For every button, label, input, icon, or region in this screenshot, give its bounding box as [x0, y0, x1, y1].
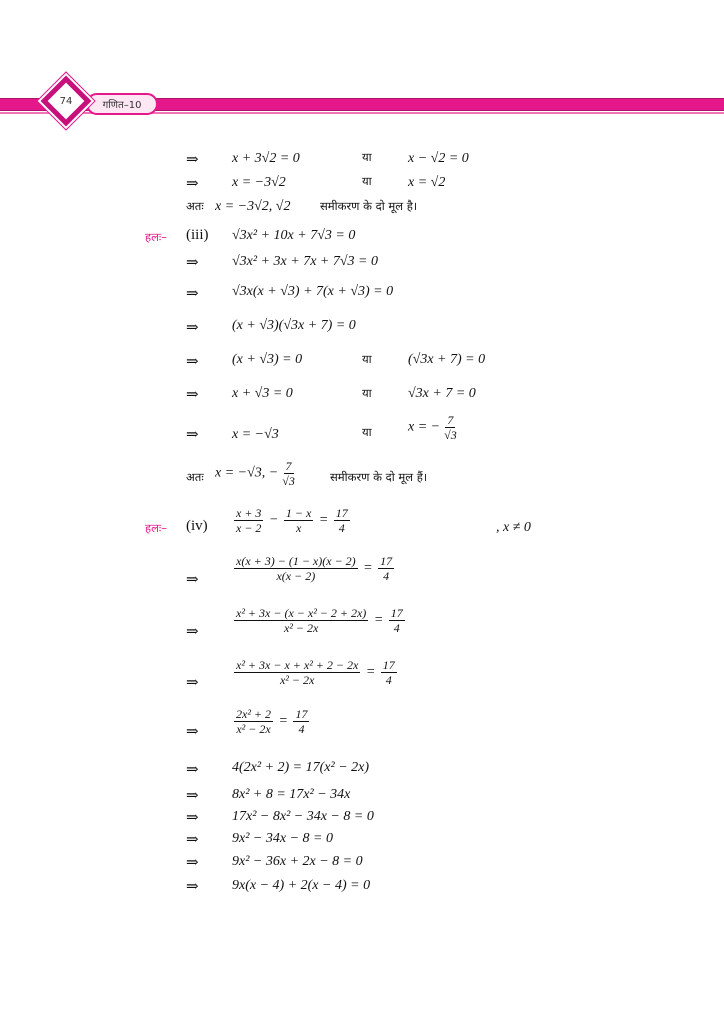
- fraction: [284, 507, 313, 534]
- denominator: x − 2: [236, 521, 262, 535]
- denominator: x² − 2x: [283, 621, 319, 635]
- fraction: [234, 607, 368, 634]
- numerator: 17: [390, 606, 403, 620]
- solution-label: हलः–: [145, 230, 167, 244]
- roots-statement: समीकरण के दो मूल हैं।: [330, 470, 428, 484]
- denominator: 4: [298, 722, 305, 736]
- implies-arrow: ⇒: [186, 832, 199, 848]
- fraction: [389, 607, 405, 634]
- fraction-equation: [232, 659, 399, 686]
- fraction: [234, 555, 358, 582]
- word-ya: या: [362, 425, 372, 439]
- denominator: √3: [444, 428, 457, 442]
- equation-line: (x + √3) = 0: [232, 352, 303, 367]
- word-ata: अतः: [186, 470, 204, 484]
- equation-line: x − √2 = 0: [408, 151, 469, 166]
- operator: −: [268, 512, 279, 528]
- fraction: [293, 708, 309, 735]
- denominator: 4: [383, 569, 390, 583]
- implies-arrow: ⇒: [186, 176, 199, 192]
- denominator: x: [295, 521, 302, 535]
- implies-arrow: ⇒: [186, 879, 199, 895]
- page-number: 74: [59, 95, 73, 107]
- operator: =: [363, 560, 373, 576]
- implies-arrow: ⇒: [186, 624, 199, 640]
- denominator: x² − 2x: [279, 673, 315, 687]
- fraction-equation: [232, 555, 396, 582]
- fraction-equation: [232, 507, 352, 534]
- implies-arrow: ⇒: [186, 675, 199, 691]
- numerator: x² + 3x − x + x² + 2 − 2x: [236, 658, 359, 672]
- equation-line: x + √3 = 0: [232, 386, 293, 401]
- denominator: 4: [385, 673, 392, 687]
- fraction-equation: [232, 708, 311, 735]
- implies-arrow: ⇒: [186, 320, 199, 336]
- implies-arrow: ⇒: [186, 427, 199, 443]
- part-label: (iv): [186, 518, 208, 534]
- numerator: 17: [382, 658, 395, 672]
- fraction: [442, 414, 459, 441]
- equation-line: x = −3√2: [232, 175, 286, 190]
- numerator: x + 3: [236, 506, 262, 520]
- numerator: 17: [295, 707, 308, 721]
- equation-line: 8x² + 8 = 17x² − 34x: [232, 787, 351, 802]
- operator: =: [365, 664, 376, 680]
- denominator: x² − 2x: [236, 722, 271, 736]
- book-title: गणित–10: [86, 93, 158, 115]
- implies-arrow: ⇒: [186, 810, 199, 826]
- denominator: √3: [282, 474, 295, 488]
- implies-arrow: ⇒: [186, 762, 199, 778]
- implies-arrow: ⇒: [186, 152, 199, 168]
- equation-line: √3x + 7 = 0: [408, 386, 476, 401]
- word-ata: अतः: [186, 199, 204, 213]
- operator: =: [318, 512, 329, 528]
- numerator: x(x + 3) − (1 − x)(x − 2): [236, 554, 356, 568]
- equation-line: √3x(x + √3) + 7(x + √3) = 0: [232, 284, 394, 299]
- word-ya: या: [362, 352, 372, 366]
- roots-statement: समीकरण के दो मूल है।: [320, 199, 418, 213]
- numerator: 17: [380, 554, 393, 568]
- equation-line: 9x² − 34x − 8 = 0: [232, 831, 333, 846]
- roots-values: [215, 460, 299, 487]
- implies-arrow: ⇒: [186, 788, 199, 804]
- equation-line: √3x² + 10x + 7√3 = 0: [232, 228, 356, 243]
- numerator: x² + 3x − (x − x² − 2 + 2x): [236, 606, 367, 620]
- operator: =: [373, 612, 384, 628]
- operator: =: [278, 713, 288, 729]
- implies-arrow: ⇒: [186, 387, 199, 403]
- numerator: 17: [335, 506, 348, 520]
- roots-values: x = −3√2, √2: [215, 199, 291, 214]
- fraction: [381, 659, 397, 686]
- implies-arrow: ⇒: [186, 255, 199, 271]
- equation-line: 9x(x − 4) + 2(x − 4) = 0: [232, 878, 371, 893]
- word-ya: या: [362, 150, 372, 164]
- equation-line: x + 3√2 = 0: [232, 151, 300, 166]
- implies-arrow: ⇒: [186, 855, 199, 871]
- denominator: 4: [338, 521, 345, 535]
- numerator: 7: [447, 413, 454, 427]
- numerator: 2x² + 2: [236, 707, 272, 721]
- denominator: x(x − 2): [276, 569, 316, 583]
- fraction: [280, 460, 297, 487]
- fraction: [234, 659, 360, 686]
- fraction-equation: [408, 414, 461, 441]
- implies-arrow: ⇒: [186, 724, 199, 740]
- solution-label: हलः–: [145, 521, 167, 535]
- fraction-equation: [232, 607, 407, 634]
- equation-line: (x + √3)(√3x + 7) = 0: [232, 318, 356, 333]
- implies-arrow: ⇒: [186, 572, 199, 588]
- equation-lhs: x = −: [408, 419, 441, 435]
- fraction: [234, 708, 273, 735]
- equation-line: x = −√3: [232, 427, 279, 442]
- fraction: [378, 555, 394, 582]
- equation-line: 9x² − 36x + 2x − 8 = 0: [232, 854, 363, 869]
- part-label: (iii): [186, 227, 209, 243]
- implies-arrow: ⇒: [186, 286, 199, 302]
- denominator: 4: [393, 621, 400, 635]
- numerator: 1 − x: [285, 506, 312, 520]
- numerator: 7: [285, 459, 292, 473]
- word-ya: या: [362, 174, 372, 188]
- implies-arrow: ⇒: [186, 354, 199, 370]
- equation-line: √3x² + 3x + 7x + 7√3 = 0: [232, 254, 378, 269]
- equation-line: x = √2: [408, 175, 446, 190]
- fraction: [234, 507, 263, 534]
- equation-line: 4(2x² + 2) = 17(x² − 2x): [232, 760, 370, 775]
- equation-line: 17x² − 8x² − 34x − 8 = 0: [232, 809, 374, 824]
- roots-lhs: x = −√3, −: [215, 465, 279, 481]
- fraction: [334, 507, 350, 534]
- equation-line: (√3x + 7) = 0: [408, 352, 486, 367]
- condition: , x ≠ 0: [496, 520, 531, 535]
- word-ya: या: [362, 386, 372, 400]
